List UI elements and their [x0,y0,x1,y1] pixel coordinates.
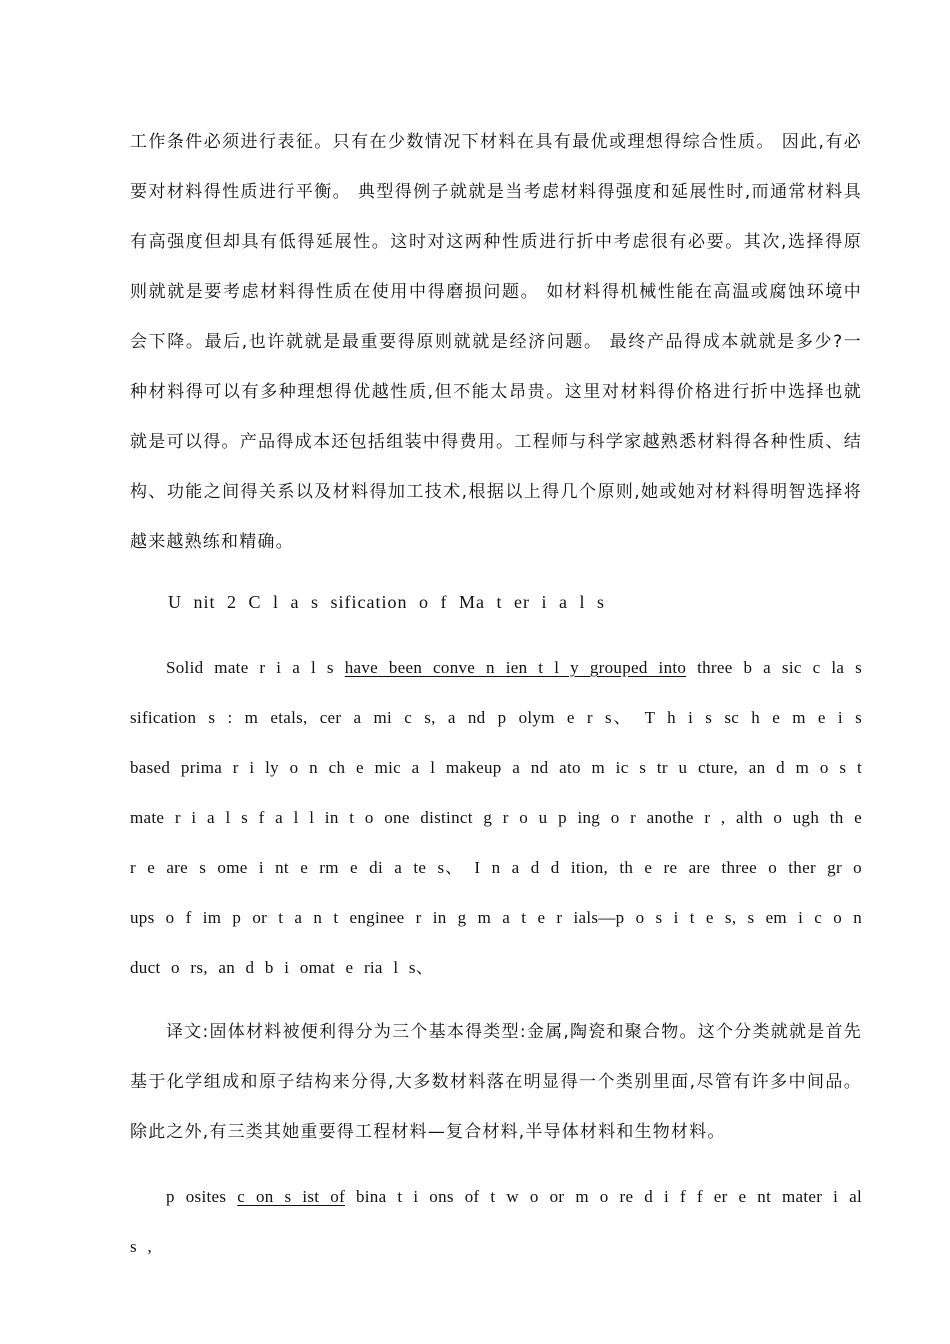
paragraph-intro-cn [130,117,862,567]
paragraph-composites-en [130,1172,862,1272]
paragraph-text-a: Solid mate r i a l s [166,658,345,677]
paragraph-text: 工作条件必须进行表征。只有在少数情况下材料在具有最优或理想得综合性质。 因此,有必要对材料得性质进行平衡。 典型得例子就就是当考虑材料得强度和延展性时,而通常材料具有高强度但却具有低得延展性。这时对这两种性质进行折中考虑很有必要。其次,选择得原则就就是要考虑材料得性质在使用中得磨损问题。 如材料得机械性能在高温或腐蚀环境中会下降。最后,也许就就是最重要得原则就就是经济问题。 最终产品得成本就就是多少?一种材料得可以有多种理想得优越性质,但不能太昂贵。这里对材料得价格进行折中选择也就就是可以得。产品得成本还包括组装中得费用。工程师与科学家越熟悉材料得各种性质、结构、功能之间得关系以及材料得加工技术,根据以上得几个原则,她或她对材料得明智选择将越来越熟练和精确。 [130,132,862,552]
paragraph-translation-cn [130,1007,862,1157]
paragraph-text-a: p osites [166,1187,238,1206]
underlined-phrase: have been conve n ien t l y grouped into [344,658,687,677]
paragraph-classification-en [130,643,862,993]
underlined-phrase: c on s ist of [237,1187,346,1206]
paragraph-text-b: bina t i ons of t w o or m o re d i f f er e nt mater i al s , [130,1187,862,1256]
paragraph-text-b: three b a sic c la s sification s : m etals, cer a mi c s, a nd p olym e r s、 T h i s sc h e m e i s based prima r i ly o n ch e mic a l makeup a nd ato m ic s tr u cture, an d m o s t mate r i a l s f a l l in t o one distinct g r o u p ing o r anothe r , alth o ugh th e r e are s ome i nt e rm e di a te s、 I n a d d ition, th e re are three o ther gr o ups o f im p or t a n t enginee r in g m a t e r ials—p o s i t e s, s em i c o n duct o rs, an d b i omat e ria l s、 [130,658,863,977]
paragraph-text: 译文:固体材料被便利得分为三个基本得类型:金属,陶瓷和聚合物。这个分类就就是首先基于化学组成和原子结构来分得,大多数材料落在明显得一个类别里面,尽管有许多中间品。除此之外,有三类其她重要得工程材料—复合材料,半导体材料和生物材料。 [130,1022,862,1142]
section-heading: U nit 2 C l a s sification o f Ma t er i a l s [168,592,605,612]
